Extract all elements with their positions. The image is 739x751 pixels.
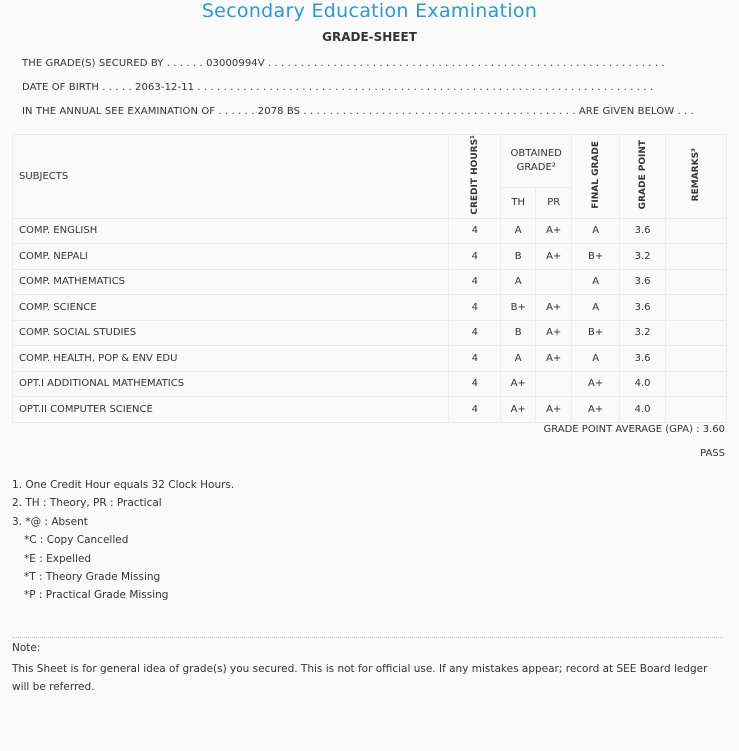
cell-subject: OPT.II COMPUTER SCIENCE bbox=[13, 397, 449, 423]
header-remarks: REMARKS³ bbox=[666, 135, 727, 219]
cell-pr: A+ bbox=[536, 397, 572, 423]
table-row bbox=[13, 371, 727, 397]
cell-th: B bbox=[501, 244, 536, 270]
cell-pr: A+ bbox=[536, 244, 572, 270]
cell-remarks bbox=[666, 269, 727, 295]
header-obtained-grade: OBTAINED GRADE² bbox=[501, 135, 572, 188]
cell-remarks bbox=[666, 397, 727, 423]
cell-remarks bbox=[666, 346, 727, 372]
cell-final: B+ bbox=[572, 244, 620, 270]
header-th: TH bbox=[501, 188, 536, 218]
student-symbol-line: THE GRADE(S) SECURED BY . . . . . . 03000994V . . . . . . . . . . . . . . . . . . . . . . . . . . . . . . . . . . . . . . . . . . . . . . . . . . . . . . . . . . . . . bbox=[22, 58, 665, 69]
page-subtitle: GRADE-SHEET bbox=[322, 30, 417, 44]
cell-th: B+ bbox=[501, 295, 536, 321]
gpa-summary: GRADE POINT AVERAGE (GPA) : 3.60 bbox=[543, 424, 725, 435]
cell-th: A bbox=[501, 269, 536, 295]
cell-gp: 4.0 bbox=[620, 397, 666, 423]
cell-th: B bbox=[501, 320, 536, 346]
header-credit-hours: CREDIT HOURS¹ bbox=[449, 135, 501, 219]
cell-remarks bbox=[666, 295, 727, 321]
cell-credit: 4 bbox=[449, 244, 501, 270]
cell-final: A+ bbox=[572, 397, 620, 423]
cell-remarks bbox=[666, 320, 727, 346]
cell-pr bbox=[536, 269, 572, 295]
footnote-item: *T : Theory Grade Missing bbox=[24, 571, 161, 584]
cell-th: A+ bbox=[501, 371, 536, 397]
cell-gp: 3.2 bbox=[620, 244, 666, 270]
cell-remarks bbox=[666, 371, 727, 397]
exam-year-line: IN THE ANNUAL SEE EXAMINATION OF . . . . . . 2078 BS . . . . . . . . . . . . . . . . . . . . . . . . . . . . . . . . . . . . . . . . . . ARE GIVEN BELOW . . . bbox=[22, 106, 694, 117]
cell-pr bbox=[536, 371, 572, 397]
table-row bbox=[13, 269, 727, 295]
cell-gp: 3.6 bbox=[620, 269, 666, 295]
cell-pr: A+ bbox=[536, 346, 572, 372]
table-row bbox=[13, 397, 727, 423]
cell-subject: COMP. SCIENCE bbox=[13, 295, 449, 321]
grades-table bbox=[12, 134, 727, 423]
cell-remarks bbox=[666, 218, 727, 244]
cell-credit: 4 bbox=[449, 295, 501, 321]
cell-credit: 4 bbox=[449, 320, 501, 346]
cell-final: B+ bbox=[572, 320, 620, 346]
cell-final: A+ bbox=[572, 371, 620, 397]
cell-subject: COMP. MATHEMATICS bbox=[13, 269, 449, 295]
cell-pr: A+ bbox=[536, 295, 572, 321]
footnotes bbox=[12, 476, 234, 605]
cell-th: A bbox=[501, 346, 536, 372]
cell-credit: 4 bbox=[449, 397, 501, 423]
page-title: Secondary Education Examination bbox=[201, 0, 538, 22]
cell-credit: 4 bbox=[449, 269, 501, 295]
footnote-item: *E : Expelled bbox=[24, 552, 92, 565]
cell-th: A bbox=[501, 218, 536, 244]
cell-gp: 3.2 bbox=[620, 320, 666, 346]
note-title: Note: bbox=[12, 642, 41, 654]
cell-subject: OPT.I ADDITIONAL MATHEMATICS bbox=[13, 371, 449, 397]
cell-subject: COMP. HEALTH, POP & ENV EDU bbox=[13, 346, 449, 372]
table-row bbox=[13, 295, 727, 321]
divider bbox=[12, 637, 723, 638]
cell-subject: COMP. NEPALI bbox=[13, 244, 449, 270]
header-subjects: SUBJECTS bbox=[13, 135, 449, 219]
note-body: This Sheet is for general idea of grade(s) you secured. This is not for official use. If any mistakes appear; record at SEE Board ledger will be referred. bbox=[12, 663, 708, 693]
cell-final: A bbox=[572, 218, 620, 244]
result-status: PASS bbox=[700, 448, 725, 459]
table-row bbox=[13, 244, 727, 270]
footnote-item: 1. One Credit Hour equals 32 Clock Hours. bbox=[12, 479, 235, 491]
header-grade-point: GRADE POINT bbox=[620, 135, 666, 219]
header-final-grade: FINAL GRADE bbox=[572, 135, 620, 219]
footnote-item: *C : Copy Cancelled bbox=[24, 534, 129, 547]
cell-gp: 3.6 bbox=[620, 295, 666, 321]
cell-credit: 4 bbox=[449, 218, 501, 244]
table-row bbox=[13, 218, 727, 244]
cell-credit: 4 bbox=[449, 371, 501, 397]
cell-gp: 4.0 bbox=[620, 371, 666, 397]
table-row bbox=[13, 346, 727, 372]
table-row bbox=[13, 320, 727, 346]
cell-th: A+ bbox=[501, 397, 536, 423]
footnote-item: *P : Practical Grade Missing bbox=[24, 589, 169, 602]
cell-gp: 3.6 bbox=[620, 346, 666, 372]
cell-pr: A+ bbox=[536, 320, 572, 346]
cell-subject: COMP. ENGLISH bbox=[13, 218, 449, 244]
cell-pr: A+ bbox=[536, 218, 572, 244]
cell-credit: 4 bbox=[449, 346, 501, 372]
footnote-item: 3. *@ : Absent bbox=[12, 515, 88, 528]
header-pr: PR bbox=[536, 188, 572, 218]
date-of-birth-line: DATE OF BIRTH . . . . . 2063-12-11 . . . . . . . . . . . . . . . . . . . . . . . . . . . . . . . . . . . . . . . . . . . . . . . . . . . . . . . . . . . . . . . . . . . . . . bbox=[22, 82, 654, 93]
cell-final: A bbox=[572, 346, 620, 372]
cell-subject: COMP. SOCIAL STUDIES bbox=[13, 320, 449, 346]
cell-gp: 3.6 bbox=[620, 218, 666, 244]
cell-remarks bbox=[666, 244, 727, 270]
cell-final: A bbox=[572, 295, 620, 321]
cell-final: A bbox=[572, 269, 620, 295]
footnote-item: 2. TH : Theory, PR : Practical bbox=[12, 497, 162, 510]
